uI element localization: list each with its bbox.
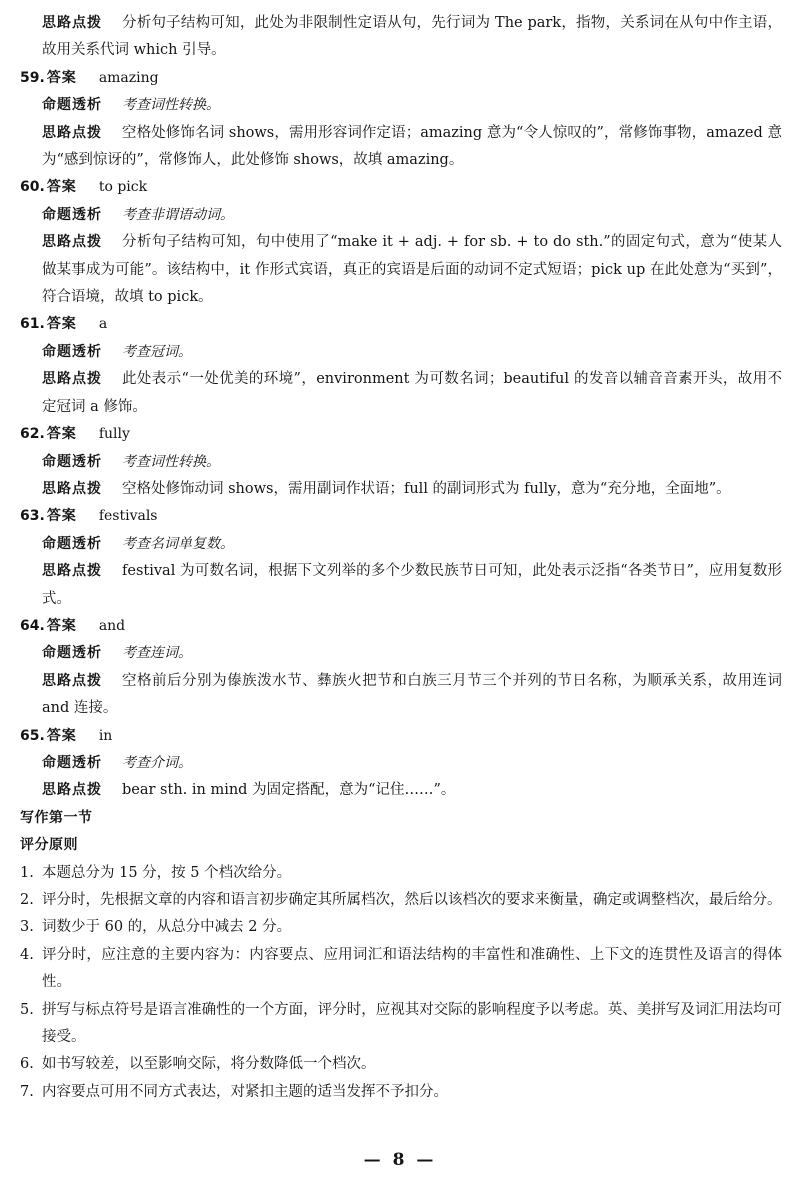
analysis-text: 考查连词。 xyxy=(122,645,192,662)
hint-line xyxy=(20,777,782,804)
scoring-title: 评分原则 xyxy=(20,837,78,854)
question-60 xyxy=(20,174,782,311)
question-61 xyxy=(20,311,782,421)
rule-text: 如书写较差，以至影响交际，将分数降低一个档次。 xyxy=(42,1056,376,1073)
hint-label: 思路点拨 xyxy=(42,563,102,580)
answer-value: to pick xyxy=(98,179,148,196)
hint-line xyxy=(20,120,782,175)
rule-text: 内容要点可用不同方式表达，对紧扣主题的适当发挥不予扣分。 xyxy=(42,1083,448,1100)
analysis-line xyxy=(20,640,782,667)
hint-label: 思路点拨 xyxy=(42,672,102,689)
question-number: 65. xyxy=(20,727,45,744)
answer-line xyxy=(20,723,782,750)
analysis-line xyxy=(20,339,782,366)
hint-text: bear sth. in mind 为固定搭配，意为“记住……”。 xyxy=(122,782,456,799)
question-number: 64. xyxy=(20,617,45,634)
question-65 xyxy=(20,723,782,805)
section-title: 写作第一节 xyxy=(20,809,93,826)
question-64 xyxy=(20,613,782,723)
analysis-text: 考查词性转换。 xyxy=(122,453,220,470)
answer-line xyxy=(20,311,782,338)
hint-label: 思路点拨 xyxy=(42,371,102,388)
hint-text: 分析句子结构可知，此处为非限制性定语从句，先行词为 The park，指物，关系词在从句中作主语，故用关系代词 which 引导。 xyxy=(42,15,782,59)
rule-item xyxy=(20,942,782,997)
question-59 xyxy=(20,65,782,175)
analysis-text: 考查冠词。 xyxy=(122,343,192,360)
question-number: 62. xyxy=(20,426,45,443)
rule-number: 4. xyxy=(20,946,34,963)
hint-text: 空格处修饰名词 shows，需用形容词作定语；amazing 意为“令人惊叹的”，常修饰事物，amazed 意为“感到惊讶的”，常修饰人，此处修饰 shows，故填 amazing。 xyxy=(42,124,782,169)
answer-page xyxy=(20,10,782,1106)
analysis-text: 考查词性转换。 xyxy=(122,97,220,114)
answer-label: 答案 xyxy=(46,617,77,634)
rule-item xyxy=(20,860,782,887)
analysis-line xyxy=(20,531,782,558)
answer-label: 答案 xyxy=(46,316,77,333)
answer-value: fully xyxy=(98,426,130,443)
question-number: 61. xyxy=(20,316,45,333)
answer-label: 答案 xyxy=(46,508,77,525)
rule-number: 1. xyxy=(20,864,34,881)
answer-value: amazing xyxy=(98,69,159,86)
answer-line xyxy=(20,503,782,530)
analysis-label: 命题透析 xyxy=(42,645,102,662)
page-number: — 8 — xyxy=(363,1150,437,1170)
rule-item xyxy=(20,1051,782,1078)
analysis-label: 命题透析 xyxy=(42,97,102,114)
analysis-label: 命题透析 xyxy=(42,754,102,771)
answer-line xyxy=(20,613,782,640)
rule-text: 本题总分为 15 分，按 5 个档次给分。 xyxy=(42,864,292,881)
analysis-line xyxy=(20,92,782,119)
question-number: 59. xyxy=(20,69,45,86)
analysis-label: 命题透析 xyxy=(42,453,102,470)
hint-label: 思路点拨 xyxy=(42,124,102,141)
analysis-text: 考查非谓语动词。 xyxy=(122,206,234,223)
answer-value: a xyxy=(98,316,108,333)
answer-label: 答案 xyxy=(46,69,77,86)
question-number: 60. xyxy=(20,179,45,196)
hint-line xyxy=(20,476,782,503)
rule-item xyxy=(20,1079,782,1106)
hint-text: 空格处修饰动词 shows，需用副词作状语；full 的副词形式为 fully，意为“充分地，全面地”。 xyxy=(122,480,731,497)
rule-item xyxy=(20,997,782,1052)
question-62 xyxy=(20,421,782,503)
analysis-text: 考查名词单复数。 xyxy=(122,535,234,552)
answer-value: festivals xyxy=(98,508,158,525)
hint-text: 分析句子结构可知，句中使用了“make it + adj. + for sb. + to do sth.”的固定句式，意为“使某人做某事成为可能”。该结构中，it 作形式宾语，真正的宾语是后面的动词不定式短语；pick up 在此处意为“买到”，符合语境，故填 to pick。 xyxy=(42,234,782,306)
rule-item xyxy=(20,914,782,941)
hint-label: 思路点拨 xyxy=(42,480,102,497)
analysis-line xyxy=(20,202,782,229)
hint-label: 思路点拨 xyxy=(42,782,102,799)
hint-line xyxy=(20,366,782,421)
hint-label: 思路点拨 xyxy=(42,15,102,31)
rule-number: 2. xyxy=(20,892,34,908)
analysis-label: 命题透析 xyxy=(42,535,102,552)
rule-number: 7. xyxy=(20,1083,34,1100)
analysis-line xyxy=(20,449,782,476)
analysis-line xyxy=(20,750,782,777)
question-63 xyxy=(20,503,782,613)
answer-line xyxy=(20,174,782,201)
rule-text: 评分时，应注意的主要内容为：内容要点、应用词汇和语法结构的丰富性和准确性、上下文的连贯性及语言的得体性。 xyxy=(42,946,782,991)
hint-text: 空格前后分别为傣族泼水节、彝族火把节和白族三月节三个并列的节日名称，为顺承关系，故用连词 and 连接。 xyxy=(42,672,782,717)
rule-number: 6. xyxy=(20,1056,34,1073)
answer-label: 答案 xyxy=(46,727,77,744)
hint-text: 此处表示“一处优美的环境”，environment 为可数名词；beautiful 的发音以辅音音素开头，故用不定冠词 a 修饰。 xyxy=(42,371,782,415)
answer-value: and xyxy=(98,617,126,634)
rule-number: 5. xyxy=(20,1001,34,1018)
answer-label: 答案 xyxy=(46,426,77,443)
intro-hint xyxy=(20,10,782,65)
rule-number: 3. xyxy=(20,919,34,936)
question-number: 63. xyxy=(20,508,45,525)
answer-value: in xyxy=(98,727,113,744)
answer-line xyxy=(20,421,782,448)
rule-text: 拼写与标点符号是语言准确性的一个方面，评分时，应视其对交际的影响程度予以考虑。英、美拼写及词汇用法均可接受。 xyxy=(42,1001,782,1046)
rule-text: 评分时，先根据文章的内容和语言初步确定其所属档次，然后以该档次的要求来衡量，确定或调整档次，最后给分。 xyxy=(42,892,782,908)
analysis-label: 命题透析 xyxy=(42,206,102,223)
hint-line xyxy=(20,558,782,613)
hint-text: festival 为可数名词，根据下文列举的多个少数民族节日可知，此处表示泛指“各类节日”，应用复数形式。 xyxy=(42,563,782,607)
rule-item xyxy=(20,887,782,914)
answer-label: 答案 xyxy=(46,179,77,196)
hint-line xyxy=(20,668,782,723)
rule-text: 词数少于 60 的，从总分中减去 2 分。 xyxy=(42,919,292,936)
hint-line xyxy=(20,229,782,311)
answer-line xyxy=(20,65,782,92)
analysis-text: 考查介词。 xyxy=(122,754,192,771)
hint-label: 思路点拨 xyxy=(42,234,102,251)
analysis-label: 命题透析 xyxy=(42,343,102,360)
